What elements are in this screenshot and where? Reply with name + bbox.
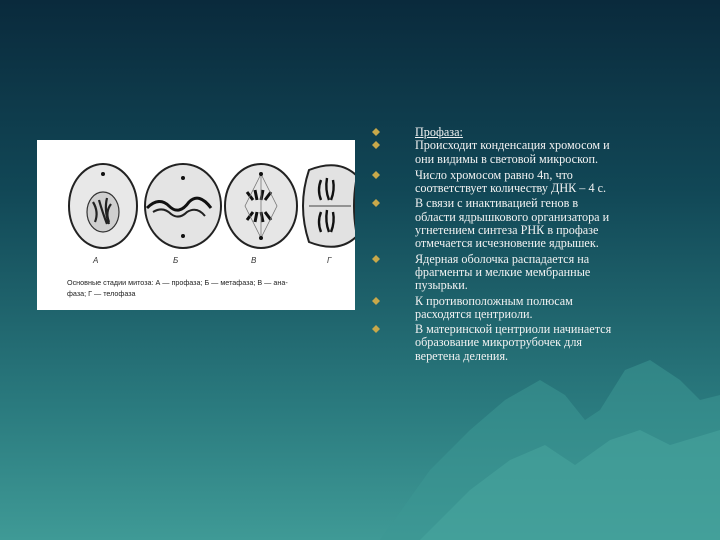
bullet-item — [370, 169, 690, 196]
bullet-item — [370, 139, 690, 166]
bullet-item — [370, 323, 690, 363]
bullet-text-line: образование микротрубочек для — [415, 335, 583, 350]
figure-caption-line2: фаза; Г — телофаза — [67, 289, 136, 298]
diamond-bullet-icon — [372, 141, 380, 149]
diamond-bullet-icon — [372, 297, 380, 305]
bullet-text-line: В связи с инактивацией генов в — [415, 196, 579, 211]
bullet-text-line: Число хромосом равно 4n, что — [415, 167, 573, 182]
stage-letter-b: Б — [173, 256, 179, 265]
bullet-text-line: веретена деления. — [415, 348, 509, 363]
diamond-bullet-icon — [372, 199, 380, 207]
bullet-text-line: Профаза: — [415, 125, 463, 139]
diamond-bullet-icon — [372, 171, 380, 179]
diamond-bullet-icon — [372, 255, 380, 263]
diamond-bullet-icon — [372, 128, 380, 136]
bullet-text-line: они видимы в световой микроскоп. — [415, 151, 599, 166]
bullet-item — [370, 126, 690, 139]
bullet-text-line: соответствует количеству ДНК – 4 с. — [415, 181, 607, 196]
bullet-text-line: отмечается исчезновение ядрышек. — [415, 236, 599, 251]
bullet-text-line: Происходит конденсация хромосом и — [415, 138, 610, 153]
bullet-item — [370, 295, 690, 322]
stage-letter-v: В — [251, 256, 257, 265]
stage-letter-a: А — [93, 256, 99, 265]
mitosis-figure — [37, 140, 355, 310]
bullet-text-line: фрагменты и мелкие мембранные — [415, 264, 591, 279]
figure-caption-line1: Основные стадии митоза: А — профаза; Б — метафаза; В — ана- — [67, 278, 288, 287]
bullet-text-line: угнетением синтеза РНК в профазе — [415, 223, 599, 238]
bullet-text-line: В материнской центриоли начинается — [415, 322, 612, 337]
bullet-text-line: К противоположным полюсам — [415, 293, 573, 308]
bullet-list — [370, 126, 690, 363]
bullet-item — [370, 253, 690, 293]
bullet-text-line: пузырьки. — [415, 278, 468, 293]
stage-letter-g: Г — [327, 256, 332, 265]
bullet-item — [370, 197, 690, 250]
bullet-text-line: области ядрышкового организатора и — [415, 209, 610, 224]
diamond-bullet-icon — [372, 325, 380, 333]
bullet-text-line: Ядерная оболочка распадается на — [415, 251, 590, 266]
bullet-text-line: расходятся центриоли. — [415, 306, 533, 321]
